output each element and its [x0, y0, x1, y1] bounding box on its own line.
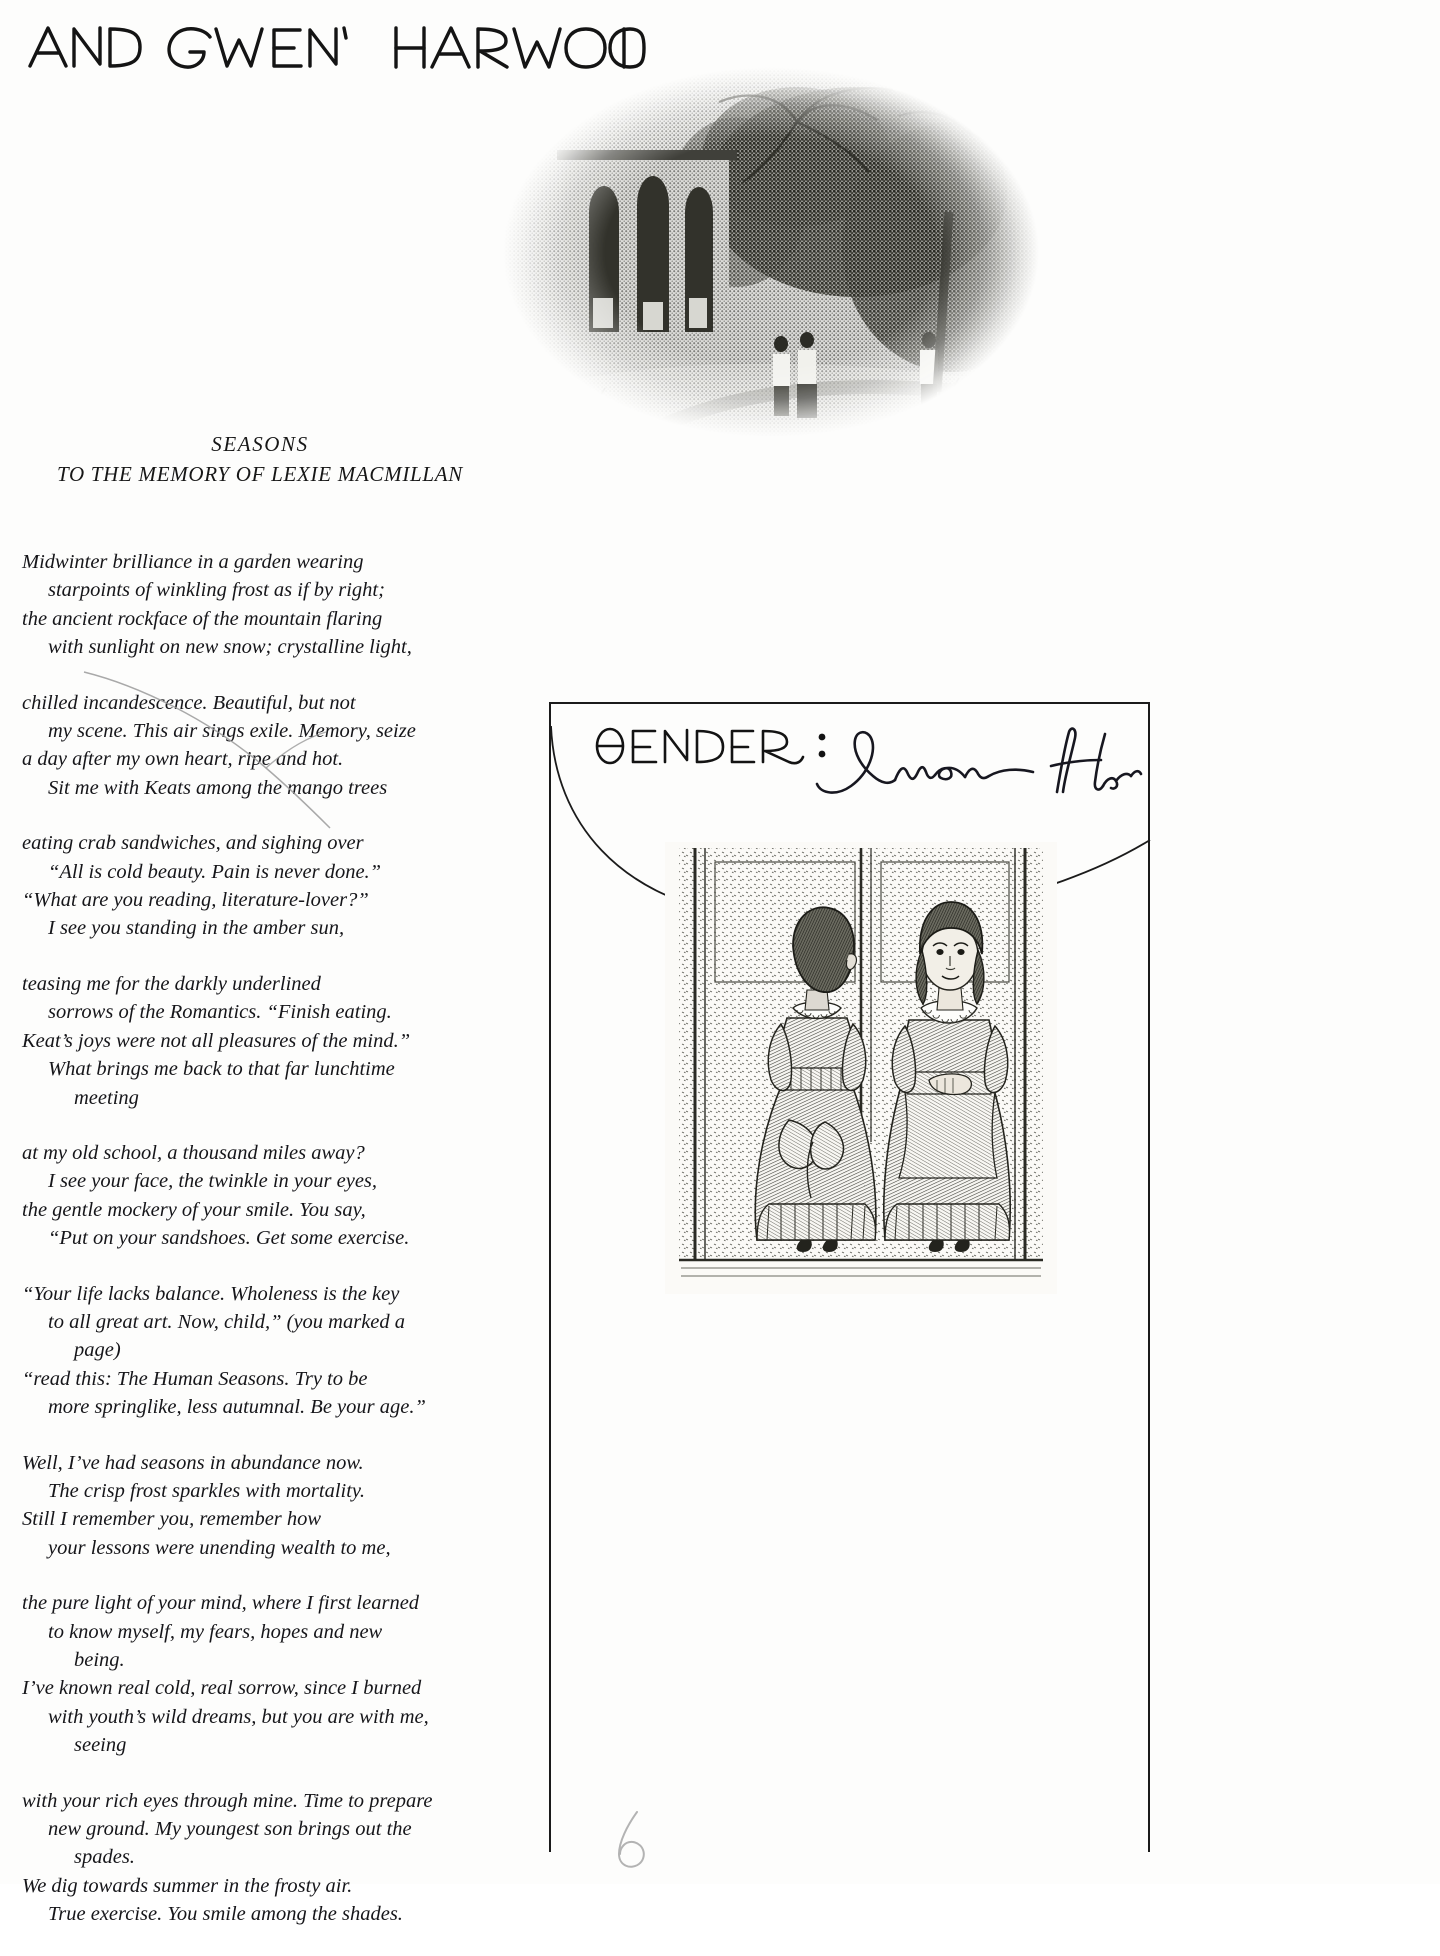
gender-label	[593, 724, 843, 770]
poem-line: The crisp frost sparkles with mortality.	[48, 1479, 366, 1502]
poem-stanza	[22, 1589, 582, 1759]
poem-line: I see your face, the twinkle in your eyes,	[48, 1170, 378, 1193]
poem-line: with your rich eyes through mine. Time to prepare	[22, 1789, 433, 1812]
signature-panel	[549, 702, 1150, 1852]
poem-line: sorrows of the Romantics. “Finish eating.	[48, 1001, 392, 1024]
poem-title-block	[0, 432, 520, 487]
poem-line: “read this: The Human Seasons. Try to be	[22, 1367, 368, 1390]
poem-stanza	[22, 829, 582, 943]
poem-line: your lessons were unending wealth to me,	[48, 1536, 391, 1559]
poem-stanza	[22, 1280, 582, 1422]
poem-stanza	[22, 970, 582, 1112]
page-title: SEASONS	[211, 432, 309, 456]
poem-line: the gentle mockery of your smile. You say,	[22, 1198, 366, 1221]
poem-line: We dig towards summer in the frosty air.	[22, 1874, 353, 1897]
poem-line: I’ve known real cold, real sorrow, since I burned	[22, 1677, 422, 1700]
poem-line: the ancient rockface of the mountain flaring	[22, 607, 383, 630]
poem-line: “Your life lacks balance. Wholeness is the key	[22, 1282, 400, 1305]
poem-line: spades.	[74, 1846, 135, 1869]
poem-line: Keat’s joys were not all pleasures of the mind.”	[22, 1029, 411, 1052]
poem-line: to know myself, my fears, hopes and new	[48, 1620, 383, 1643]
poem-line: Well, I’ve had seasons in abundance now.	[22, 1451, 364, 1474]
poem-line: with sunlight on new snow; crystalline light,	[48, 636, 412, 659]
poem-line: being.	[74, 1649, 125, 1671]
poem-line: Midwinter brilliance in a garden wearing	[22, 551, 364, 573]
poem-line: True exercise. You smile among the shades.	[48, 1903, 403, 1926]
folio-number	[611, 1808, 655, 1872]
poem-line: seeing	[74, 1734, 127, 1757]
poem-line: chilled incandescence. Beautiful, but not	[22, 691, 356, 714]
poem-line: eating crab sandwiches, and sighing over	[22, 832, 364, 855]
poem-line: teasing me for the darkly underlined	[22, 972, 321, 995]
poem-line: I see you standing in the amber sun,	[48, 917, 345, 940]
poem-body	[22, 548, 582, 1956]
two-victorian-girls-engraving	[665, 842, 1057, 1294]
poem-line: starpoints of winkling frost as if by right;	[48, 579, 385, 602]
poem-line: Still I remember you, remember how	[22, 1508, 322, 1531]
poem-stanza	[22, 1139, 582, 1253]
poem-line: the pure light of your mind, where I first learned	[22, 1592, 420, 1615]
poem-line: to all great art. Now, child,” (you marked a	[48, 1310, 406, 1333]
poem-stanza	[22, 1787, 582, 1929]
poem-line: Sit me with Keats among the mango trees	[48, 776, 388, 799]
poem-line: a day after my own heart, ripe and hot.	[22, 748, 344, 771]
poem-stanza	[22, 1449, 582, 1563]
poem-dedication: TO THE MEMORY OF LEXIE MACMILLAN	[56, 461, 464, 486]
poem-stanza	[22, 548, 582, 662]
poem-line: “Put on your sandshoes. Get some exercise.	[48, 1227, 410, 1250]
poem-line: new ground. My youngest son brings out the	[48, 1818, 412, 1841]
poem-line: my scene. This air sings exile. Memory, seize	[48, 720, 416, 743]
poem-line: at my old school, a thousand miles away?	[22, 1141, 365, 1164]
poem-stanza	[22, 689, 582, 803]
poem-line: with youth’s wild dreams, but you are with me,	[48, 1705, 429, 1728]
poem-line: more springlike, less autumnal. Be your age.”	[48, 1396, 426, 1419]
poem-line: “What are you reading, literature-lover?”	[22, 889, 369, 912]
poem-line: meeting	[74, 1086, 139, 1109]
garden-verandah-halftone-vignette	[497, 62, 1045, 452]
signature	[811, 722, 1141, 812]
poem-line: “All is cold beauty. Pain is never done.”	[48, 860, 382, 883]
poem-line: page)	[74, 1339, 121, 1362]
poem-line: What brings me back to that far lunchtime	[48, 1058, 395, 1081]
